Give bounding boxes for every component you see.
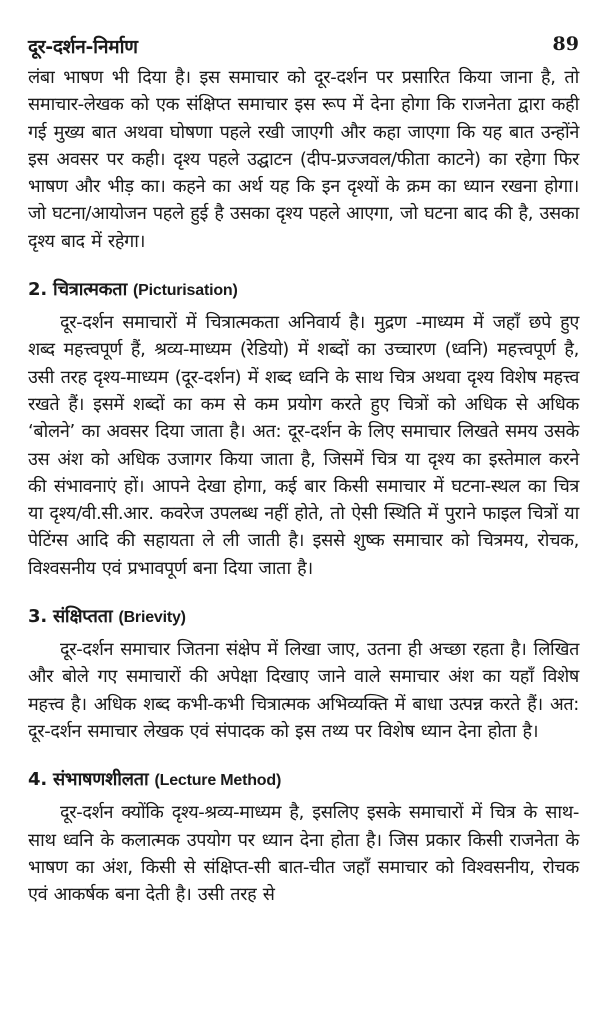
section-title-hindi: संभाषणशीलता <box>52 769 149 791</box>
page-number: 89 <box>552 33 579 55</box>
section-heading <box>28 604 579 630</box>
section-title-english: (Picturisation) <box>133 282 238 300</box>
section-paragraph: दूर-दर्शन समाचार जितना संक्षेप में लिखा जाए, उतना ही अच्छा रहता है। लिखित और बोले गए समाचारों की अपेक्षा दिखाए जाने वाले समाचार अंश का यहाँ विशेष महत्त्व है। अधिक शब्द कभी-कभी चित्रात्मक अभिव्यक्ति में बाधा उत्पन्न करते हैं। अत: दूर-दर्शन समाचार लेखक एवं संपादक को इस तथ्य पर विशेष ध्यान देना होता है। <box>28 639 579 742</box>
section-number: 4. <box>28 769 47 791</box>
section-paragraph: दूर-दर्शन क्योंकि दृश्य-श्रव्य-माध्यम है, इसलिए इसके समाचारों में चित्र के साथ-साथ ध्वनि के कलात्मक उपयोग पर ध्यान देना होता है। जिस प्रकार किसी राजनेता के भाषण का अंश, किसी से संक्षिप्त-सी बात-चीत जहाँ समाचार को विश्वसनीय, रोचक एवं आकर्षक बना देती है। उसी तरह से <box>28 802 579 906</box>
section-number: 2. <box>28 279 47 301</box>
section-picturisation <box>28 277 579 582</box>
section-heading <box>28 277 579 303</box>
section-brevity <box>28 604 579 745</box>
page-body <box>28 64 579 908</box>
section-title-english: (Lecture Method) <box>154 772 282 790</box>
section-lecture-method <box>28 767 579 908</box>
section-paragraph: दूर-दर्शन समाचारों में चित्रात्मकता अनिवार्य है। मुद्रण -माध्यम में जहाँ छपे हुए शब्द महत्त्वपूर्ण हैं, श्रव्य-माध्यम (रेडियो) में शब्दों का उच्चारण (ध्वनि) महत्त्वपूर्ण है, उसी तरह दृश्य-माध्यम (दूर-दर्शन) में शब्द ध्वनि के साथ चित्र अथवा दृश्य विशेष महत्त्व रखते हैं। इसमें शब्दों का कम से कम प्रयोग करते हुए चित्रों को अधिक से अधिक ‘बोलने’ का अवसर दिया जाता है। अत: दूर-दर्शन के लिए समाचार लिखते समय उसके उस अंश को अधिक उजागर किया जाता है, जिसमें चित्र या दृश्य का इस्तेमाल करने की संभावनाएं हों। आपने देखा होगा, कई बार किसी समाचार में घटना-स्थल का चित्र या दृश्य/वी.सी.आर. कवरेज उपलब्ध नहीं होते, तो ऐसी स्थिति में पुराने फाइल चित्रों या पेटिंग्स आदि की सहायता ले ली जाती है। इससे शुष्क समाचार को चित्रमय, रोचक, विश्वसनीय एवं प्रभावपूर्ण बना दिया जाता है। <box>28 312 579 579</box>
section-title-english: (Brievity) <box>118 609 186 627</box>
intro-paragraph: लंबा भाषण भी दिया है। इस समाचार को दूर-दर्शन पर प्रसारित किया जाना है, तो समाचार-लेखक को एक संक्षिप्त समाचार इस रूप में देना होगा कि राजनेता द्वारा कही गई मुख्य बात अथवा घोषणा पहले रखी जाएगी और कहा जाएगा कि यह बात उन्होंने इस अवसर पर कही। दृश्य पहले उद्घाटन (दीप-प्रज्जवल/फीता काटने) का रहेगा फिर भाषण और भीड़ का। कहने का अर्थ यह कि इन दृश्यों के क्रम का ध्यान रखना होगा। जो घटना/आयोजन पहले हुई है उसका दृश्य पहले आएगा, जो घटना बाद की है, उसका दृश्य बाद में रहेगा। <box>28 67 579 252</box>
section-title-hindi: संक्षिप्तता <box>52 606 113 628</box>
running-title: दूर-दर्शन-निर्माण <box>28 36 138 58</box>
running-head <box>28 33 579 59</box>
section-heading <box>28 767 579 793</box>
section-number: 3. <box>28 606 47 628</box>
section-title-hindi: चित्रात्मकता <box>52 279 128 301</box>
